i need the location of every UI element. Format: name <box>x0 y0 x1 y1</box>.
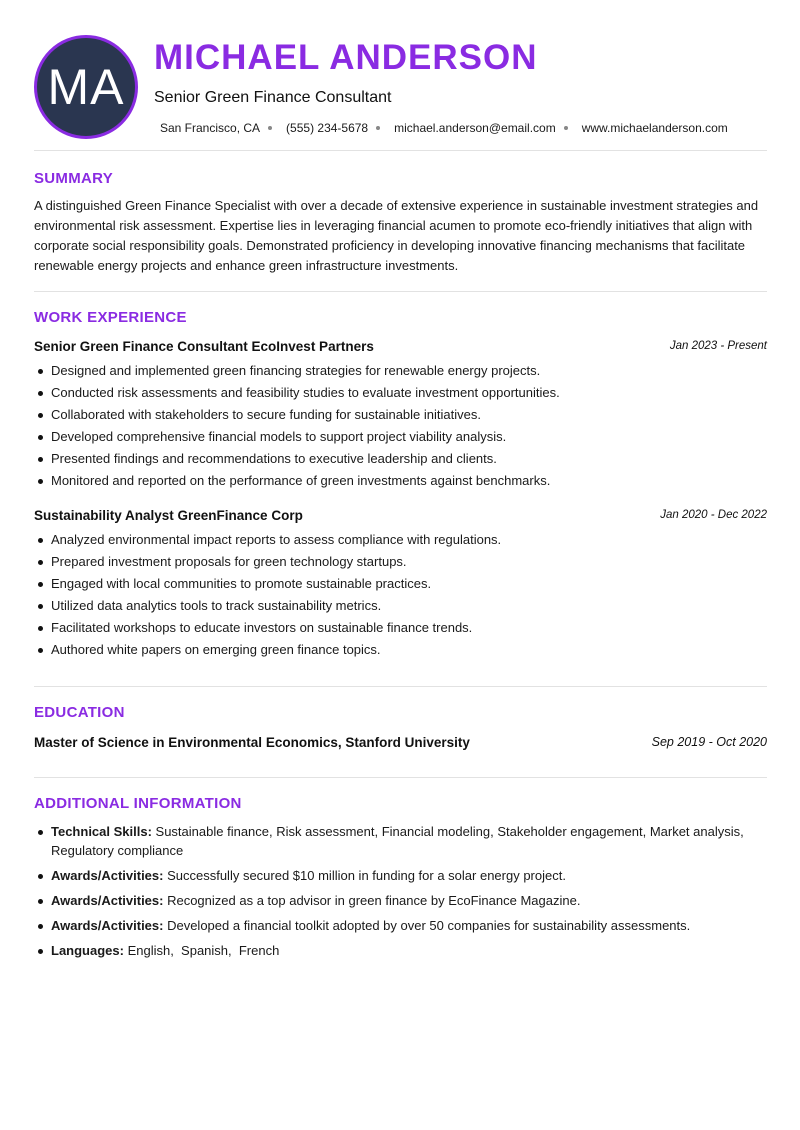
contact-phone: (555) 234-5678 <box>286 121 369 135</box>
list-item <box>34 941 767 960</box>
list-item: Engaged with local communities to promote sustainable practices. <box>34 573 764 595</box>
list-item: Facilitated workshops to educate investors on sustainable finance trends. <box>34 617 764 639</box>
list-item <box>34 916 767 935</box>
item-text: Sustainable finance, Risk assessment, Financial modeling, Stakeholder engagement, Market analysis, Regulatory compliance <box>51 824 744 858</box>
list-item: Collaborated with stakeholders to secure funding for sustainable initiatives. <box>34 404 764 426</box>
contact-row <box>160 120 728 136</box>
summary-heading: SUMMARY <box>34 170 114 187</box>
separator-dot-icon <box>376 126 380 130</box>
list-item <box>34 866 767 885</box>
experience-heading: WORK EXPERIENCE <box>34 309 187 326</box>
job-header <box>34 337 767 355</box>
contact-location: San Francisco, CA <box>160 121 261 135</box>
avatar: MA <box>34 35 138 139</box>
item-label: Awards/Activities: <box>51 918 164 933</box>
candidate-title: Senior Green Finance Consultant <box>154 89 392 106</box>
degree: Master of Science in Environmental Economics, Stanford University <box>34 734 470 750</box>
list-item: Monitored and reported on the performance of green investments against benchmarks. <box>34 470 764 492</box>
list-item: Conducted risk assessments and feasibility studies to evaluate investment opportunities. <box>34 382 764 404</box>
separator-dot-icon <box>268 126 272 130</box>
item-text: Recognized as a top advisor in green finance by EcoFinance Magazine. <box>163 893 581 908</box>
item-text: English, Spanish, French <box>123 943 280 958</box>
divider <box>34 777 767 778</box>
item-text: Developed a financial toolkit adopted by over 50 companies for sustainability assessments. <box>163 918 691 933</box>
list-item: Prepared investment proposals for green technology startups. <box>34 551 764 573</box>
list-item: Utilized data analytics tools to track sustainability metrics. <box>34 595 764 617</box>
contact-website[interactable]: www.michaelanderson.com <box>581 121 728 135</box>
separator-dot-icon <box>564 126 568 130</box>
divider <box>34 150 767 151</box>
additional-heading: ADDITIONAL INFORMATION <box>34 795 242 812</box>
education-dates: Sep 2019 - Oct 2020 <box>651 735 767 749</box>
contact-email[interactable]: michael.anderson@email.com <box>394 121 556 135</box>
education-entry <box>34 733 767 751</box>
job-dates: Jan 2023 - Present <box>669 340 767 352</box>
divider <box>34 686 767 687</box>
list-item: Analyzed environmental impact reports to assess compliance with regulations. <box>34 529 764 551</box>
job-role: Sustainability Analyst GreenFinance Corp <box>34 507 303 523</box>
additional-list <box>34 822 767 966</box>
list-item <box>34 822 767 860</box>
job-bullets <box>34 529 764 661</box>
item-label: Technical Skills: <box>51 824 152 839</box>
job-dates: Jan 2020 - Dec 2022 <box>660 509 767 521</box>
list-item: Authored white papers on emerging green finance topics. <box>34 639 764 661</box>
candidate-name: MICHAEL ANDERSON <box>154 38 538 77</box>
item-label: Awards/Activities: <box>51 893 164 908</box>
list-item: Designed and implemented green financing strategies for renewable energy projects. <box>34 360 764 382</box>
job-header <box>34 506 767 524</box>
summary-text: A distinguished Green Finance Specialist with over a decade of extensive experience in sustainable investment strategies and environmental risk assessment. Expertise lies in leveraging financial acumen to promote eco-friendly initiatives that align with corporate social responsibility goals. Demonstrated proficiency in developing innovative financing mechanisms that facilitate renewable energy projects and enhance green infrastructure investments. <box>34 198 759 273</box>
job-role: Senior Green Finance Consultant EcoInvest Partners <box>34 338 374 354</box>
item-text: Successfully secured $10 million in funding for a solar energy project. <box>163 868 566 883</box>
education-heading: EDUCATION <box>34 704 125 721</box>
list-item: Developed comprehensive financial models to support project viability analysis. <box>34 426 764 448</box>
list-item: Presented findings and recommendations to executive leadership and clients. <box>34 448 764 470</box>
divider <box>34 291 767 292</box>
list-item <box>34 891 767 910</box>
job-bullets <box>34 360 764 492</box>
item-label: Awards/Activities: <box>51 868 164 883</box>
item-label: Languages: <box>51 943 124 958</box>
